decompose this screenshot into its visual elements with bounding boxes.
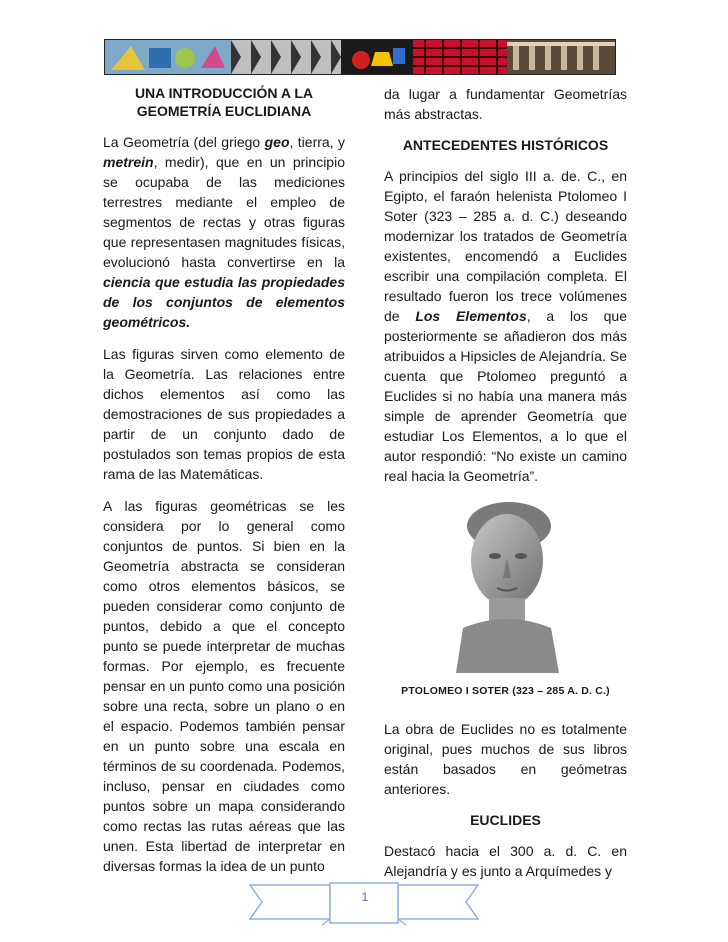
continuation-paragraph: da lugar a fundamentar Geometrías más abstractas.	[384, 86, 627, 122]
book-title: Los Elementos	[415, 308, 527, 324]
term-geo: geo	[264, 134, 290, 150]
right-column	[384, 84, 627, 893]
definition-emphasis: ciencia que estudia las propiedades de los conjuntos de elementos geométricos.	[103, 274, 345, 330]
intro-paragraph	[103, 132, 345, 332]
left-column	[103, 84, 345, 888]
ptolomeo-portrait-image	[441, 498, 571, 673]
points-paragraph: A las figuras geométricas se les considera por lo general como conjuntos de puntos. Si bien en la Geometría abstracta se consideran como otros elementos básicos, se pueden considerar como conjunto de puntos, debido a que el concepto punto se puede interpretar de muchas formas. Por ejemplo, es frecuente pensar en un punto como una posición sobre una recta, sobre un plano o en el espacio. Podemos también pensar en un punto sobre una escala en términos de su coordenada. Podemos, incluso, pensar en ciudades como puntos sobre un mapa considerando como rectas las rutas aéreas que las unen. Esta libertad de interpretar en diversas formas la idea de un punto	[103, 498, 345, 874]
page-number: 1	[361, 890, 369, 904]
history-paragraph	[384, 166, 627, 486]
history-text-2: , a los que posteriormente se añadieron dos más atribuidos a Hipsicles de Alejandría. Se cuenta que Ptolomeo preguntó a Euclides si no había una manera más simple de aprender Geometría que estudiar Los Elementos, a lo que el autor respondió: “No existe un camino real hacia la Geometría”.	[384, 308, 627, 484]
term-metrein: metrein	[103, 154, 154, 170]
history-text-1: A principios del siglo III a. de. C., en Egipto, el faraón helenista Ptolomeo I Soter (323 – 285 a. d. C.) deseando modernizar los tratados de Geometría existentes, encomendó a Euclides escribir una compilación completa. El resultado fueron los trece volúmenes de	[384, 168, 627, 324]
banner-grid-image	[413, 40, 507, 74]
header-banner	[104, 39, 616, 75]
banner-architecture-image	[507, 40, 615, 74]
banner-shapes-image	[105, 40, 231, 74]
euclides-heading: EUCLIDES	[470, 812, 541, 828]
article-title: UNA INTRODUCCIÓN A LA GEOMETRÍA EUCLIDIANA	[134, 85, 314, 119]
euclides-paragraph: Destacó hacia el 300 a. d. C. en Alejandría y es junto a Arquímedes y	[384, 843, 627, 879]
portrait-caption: PTOLOMEO I SOTER (323 – 285 A. D. C.)	[401, 685, 610, 697]
banner-pattern-image	[231, 40, 341, 74]
intro-text-3: , medir), que en un principio se ocupaba de las mediciones terrestres mediante el empleo de segmentos de rectas y otras figuras que representasen magnitudes físicas, evolucionó hasta convertirse en la	[103, 154, 345, 270]
intro-text-1: La Geometría (del griego	[103, 134, 265, 150]
history-heading: ANTECEDENTES HISTÓRICOS	[402, 137, 609, 153]
originality-paragraph: La obra de Euclides no es totalmente original, pues muchos de sus libros están basados en geómetras anteriores.	[384, 721, 627, 797]
figures-paragraph: Las figuras sirven como elemento de la Geometría. Las relaciones entre dichos elementos así como las demostraciones de sus propiedades a partir de un conjunto dado de postulados son temas propios de esta rama de las Matemáticas.	[103, 346, 345, 482]
intro-text-2: , tierra, y	[289, 134, 345, 150]
banner-solids-image	[341, 40, 413, 74]
